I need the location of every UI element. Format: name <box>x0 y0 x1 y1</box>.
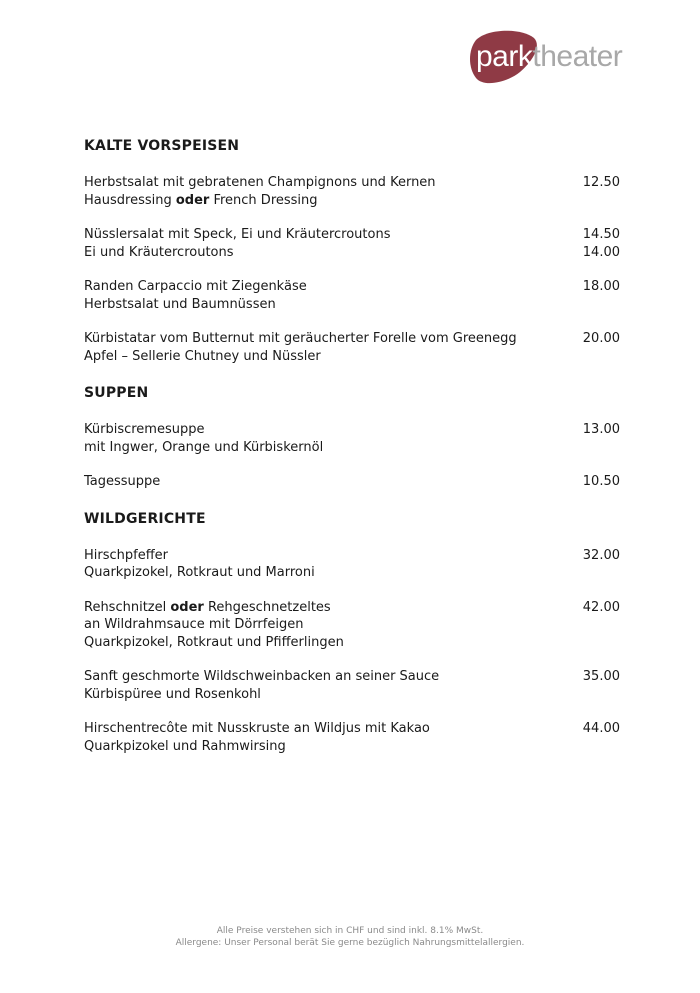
price-column <box>583 668 620 686</box>
dish-price: 35.00 <box>582 669 620 684</box>
footer-allergen-note: Allergene: Unser Personal berät Sie gerne bezüglich Nahrungsmittelallergien. <box>175 938 525 948</box>
menu-card <box>84 136 624 755</box>
dish-price: 44.00 <box>582 721 620 736</box>
dish-description: Herbstsalat und Baumnüssen <box>84 296 276 312</box>
dish-description: Apfel – Sellerie Chutney und Nüssler <box>84 348 321 364</box>
dish-description: Quarkpizokel und Rahmwirsing <box>84 738 286 754</box>
menu-item <box>84 720 624 755</box>
dish-price: 13.00 <box>582 422 620 437</box>
dish-price: 10.50 <box>582 474 620 489</box>
price-column <box>583 421 620 439</box>
menu-item <box>84 421 624 456</box>
dish-name: Rehschnitzel oder Rehgeschnetzeltes <box>84 599 331 615</box>
dish-description: Ei und Kräutercroutons <box>84 244 234 260</box>
parktheater-logo <box>470 28 635 88</box>
dish-price: 20.00 <box>582 331 620 346</box>
section-items <box>84 547 624 756</box>
menu-item <box>84 599 624 652</box>
price-column <box>583 174 620 192</box>
dish-price: 18.00 <box>582 279 620 294</box>
menu-section <box>84 383 624 491</box>
dish-description: an Wildrahmsauce mit Dörrfeigen <box>84 617 304 632</box>
section-items <box>84 174 624 365</box>
menu-item <box>84 278 624 313</box>
dish-name: Hirschentrecôte mit Nusskruste an Wildjus mit Kakao <box>84 721 430 736</box>
menu-item <box>84 668 624 703</box>
price-column <box>583 473 620 491</box>
menu-item <box>84 226 624 261</box>
dish-price: 12.50 <box>582 175 620 190</box>
menu-item <box>84 174 624 209</box>
footer-notes <box>0 925 700 949</box>
price-column <box>583 720 620 738</box>
dish-description: mit Ingwer, Orange und Kürbiskernöl <box>84 439 324 455</box>
section-items <box>84 421 624 491</box>
menu-section <box>84 509 624 756</box>
dish-price: 14.50 <box>582 227 620 242</box>
dish-name: Sanft geschmorte Wildschweinbacken an seiner Sauce <box>84 669 440 684</box>
section-title: WILDGERICHTE <box>84 510 206 527</box>
dish-description: Hausdressing oder French Dressing <box>84 192 318 208</box>
menu-item <box>84 547 624 582</box>
section-title: SUPPEN <box>84 385 149 401</box>
section-title: KALTE VORSPEISEN <box>84 138 240 154</box>
logo-text-park: park <box>476 40 533 73</box>
menu-section <box>84 136 624 365</box>
price-column <box>583 599 620 617</box>
dish-description: Quarkpizokel, Rotkraut und Pfifferlingen <box>84 634 344 650</box>
dish-name: Herbstsalat mit gebratenen Champignons und Kernen <box>84 175 436 190</box>
menu-item <box>84 330 624 365</box>
logo-text-theater: theater <box>532 40 623 73</box>
price-column <box>583 278 620 296</box>
dish-name: Nüsslersalat mit Speck, Ei und Kräutercroutons <box>84 227 391 242</box>
dish-name: Kürbiscremesuppe <box>84 422 205 437</box>
dish-name: Kürbistatar vom Butternut mit geräucherter Forelle vom Greenegg <box>84 331 517 346</box>
dish-description: Quarkpizokel, Rotkraut und Marroni <box>84 565 315 580</box>
footer-price-note: Alle Preise verstehen sich in CHF und sind inkl. 8.1% MwSt. <box>216 926 484 936</box>
emphasis-word: oder <box>175 192 210 208</box>
dish-name: Hirschpfeffer <box>84 547 169 563</box>
emphasis-word: oder <box>170 599 204 615</box>
dish-price: 14.00 <box>582 244 620 260</box>
dish-name: Tagessuppe <box>84 474 161 489</box>
dish-description: Kürbispüree und Rosenkohl <box>84 686 261 702</box>
price-column <box>583 226 620 261</box>
menu-item <box>84 473 624 491</box>
dish-price: 42.00 <box>582 599 620 615</box>
logo-wordmark <box>476 40 622 74</box>
price-column <box>583 547 620 565</box>
dish-price: 32.00 <box>582 547 620 563</box>
price-column <box>583 330 620 348</box>
dish-name: Randen Carpaccio mit Ziegenkäse <box>84 279 307 294</box>
